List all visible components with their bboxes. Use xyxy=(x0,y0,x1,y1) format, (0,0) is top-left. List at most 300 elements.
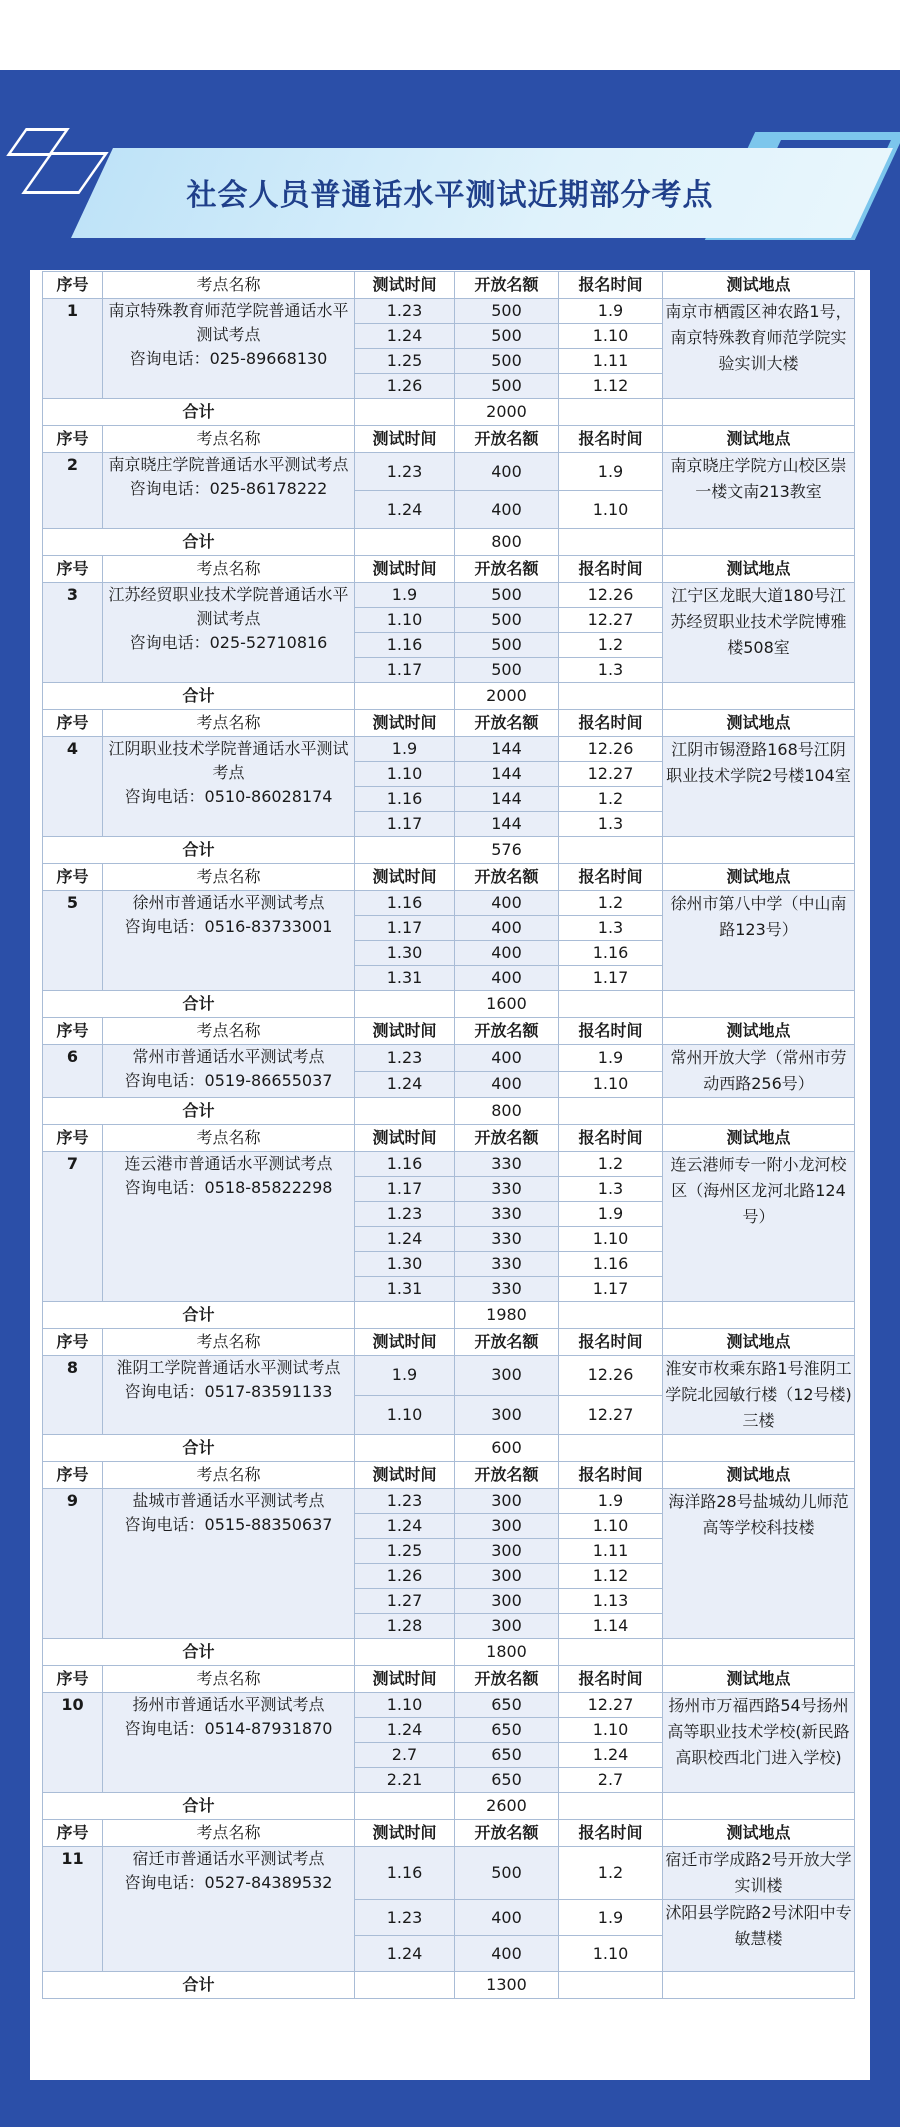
quota: 300 xyxy=(455,1614,559,1639)
column-header: 开放名额 xyxy=(455,272,559,299)
registration-date: 12.26 xyxy=(559,1356,663,1396)
registration-date: 1.10 xyxy=(559,1718,663,1743)
column-header: 开放名额 xyxy=(455,710,559,737)
column-header: 报名时间 xyxy=(559,1820,663,1847)
test-date: 1.16 xyxy=(355,633,455,658)
column-header: 考点名称 xyxy=(103,426,355,453)
column-header: 开放名额 xyxy=(455,1462,559,1489)
registration-date: 1.13 xyxy=(559,1589,663,1614)
registration-date: 1.10 xyxy=(559,1227,663,1252)
registration-date: 12.27 xyxy=(559,1395,663,1435)
consult-phone: 咨询电话：0519-86655037 xyxy=(124,1071,333,1090)
registration-date: 12.26 xyxy=(559,583,663,608)
test-location: 海洋路28号盐城幼儿师范高等学校科技楼 xyxy=(663,1489,855,1639)
column-header: 报名时间 xyxy=(559,1462,663,1489)
quota: 300 xyxy=(455,1539,559,1564)
total-row xyxy=(43,991,855,1018)
test-date: 1.10 xyxy=(355,1395,455,1435)
registration-date: 1.9 xyxy=(559,1045,663,1072)
column-header: 测试地点 xyxy=(663,710,855,737)
test-date: 1.25 xyxy=(355,349,455,374)
column-header: 报名时间 xyxy=(559,1125,663,1152)
registration-date: 1.9 xyxy=(559,1202,663,1227)
column-header: 序号 xyxy=(43,1329,103,1356)
header-row xyxy=(43,864,855,891)
quota: 650 xyxy=(455,1718,559,1743)
column-header: 考点名称 xyxy=(103,1820,355,1847)
test-date: 1.24 xyxy=(355,1718,455,1743)
registration-date: 1.10 xyxy=(559,1071,663,1098)
column-header: 报名时间 xyxy=(559,1666,663,1693)
total-label: 合计 xyxy=(43,683,355,710)
total-row xyxy=(43,1793,855,1820)
column-header: 序号 xyxy=(43,1820,103,1847)
test-date: 1.9 xyxy=(355,1356,455,1396)
header-row xyxy=(43,272,855,299)
total-quota: 800 xyxy=(455,529,559,556)
consult-phone: 咨询电话：0518-85822298 xyxy=(124,1178,333,1197)
registration-date: 1.17 xyxy=(559,966,663,991)
site-name-cell xyxy=(103,891,355,991)
registration-date: 1.3 xyxy=(559,916,663,941)
empty-cell xyxy=(559,1098,663,1125)
column-header: 测试地点 xyxy=(663,556,855,583)
column-header: 测试地点 xyxy=(663,1820,855,1847)
quota: 400 xyxy=(455,1045,559,1072)
test-date: 1.23 xyxy=(355,1900,455,1936)
column-header: 报名时间 xyxy=(559,1329,663,1356)
column-header: 开放名额 xyxy=(455,1666,559,1693)
site-number: 8 xyxy=(43,1356,103,1435)
empty-cell xyxy=(355,1639,455,1666)
total-row xyxy=(43,1639,855,1666)
header-row xyxy=(43,1666,855,1693)
total-row xyxy=(43,837,855,864)
total-row xyxy=(43,529,855,556)
site-name-cell xyxy=(103,1045,355,1098)
quota: 300 xyxy=(455,1514,559,1539)
total-quota: 600 xyxy=(455,1435,559,1462)
empty-cell xyxy=(663,1302,855,1329)
column-header: 测试时间 xyxy=(355,1329,455,1356)
table-row xyxy=(43,1489,855,1514)
total-row xyxy=(43,1972,855,1999)
site-name: 南京特殊教育师范学院普通话水平测试考点 xyxy=(108,301,349,344)
header-row xyxy=(43,426,855,453)
test-date: 1.24 xyxy=(355,1936,455,1972)
column-header: 测试地点 xyxy=(663,272,855,299)
test-date: 1.10 xyxy=(355,1693,455,1718)
site-number: 1 xyxy=(43,299,103,399)
empty-cell xyxy=(355,837,455,864)
column-header: 报名时间 xyxy=(559,272,663,299)
quota: 650 xyxy=(455,1768,559,1793)
column-header: 测试时间 xyxy=(355,556,455,583)
quota: 300 xyxy=(455,1589,559,1614)
column-header: 序号 xyxy=(43,556,103,583)
quota: 330 xyxy=(455,1227,559,1252)
test-date: 1.28 xyxy=(355,1614,455,1639)
test-date: 1.24 xyxy=(355,1514,455,1539)
header-row xyxy=(43,1462,855,1489)
test-date: 1.30 xyxy=(355,941,455,966)
registration-date: 1.3 xyxy=(559,658,663,683)
total-quota: 1980 xyxy=(455,1302,559,1329)
empty-cell xyxy=(559,399,663,426)
quota: 500 xyxy=(455,608,559,633)
test-date: 2.21 xyxy=(355,1768,455,1793)
table-row xyxy=(43,1847,855,1900)
consult-phone: 咨询电话：025-86178222 xyxy=(129,479,328,498)
registration-date: 1.9 xyxy=(559,1489,663,1514)
quota: 330 xyxy=(455,1202,559,1227)
registration-date: 1.11 xyxy=(559,1539,663,1564)
total-label: 合计 xyxy=(43,399,355,426)
site-number: 4 xyxy=(43,737,103,837)
registration-date: 12.26 xyxy=(559,737,663,762)
total-label: 合计 xyxy=(43,1302,355,1329)
total-row xyxy=(43,1098,855,1125)
test-date: 1.17 xyxy=(355,1177,455,1202)
table-row xyxy=(43,453,855,491)
total-quota: 2000 xyxy=(455,399,559,426)
test-date: 1.26 xyxy=(355,1564,455,1589)
header-row xyxy=(43,1018,855,1045)
empty-cell xyxy=(663,1972,855,1999)
test-date: 1.31 xyxy=(355,966,455,991)
test-location: 江阴市锡澄路168号江阴职业技术学院2号楼104室 xyxy=(663,737,855,837)
empty-cell xyxy=(663,1435,855,1462)
test-date: 1.16 xyxy=(355,787,455,812)
empty-cell xyxy=(663,1793,855,1820)
total-quota: 1600 xyxy=(455,991,559,1018)
column-header: 开放名额 xyxy=(455,1018,559,1045)
quota: 400 xyxy=(455,491,559,529)
registration-date: 1.2 xyxy=(559,891,663,916)
registration-date: 1.16 xyxy=(559,1252,663,1277)
total-row xyxy=(43,1302,855,1329)
test-location: 扬州市万福西路54号扬州高等职业技术学校(新民路高职校西北门进入学校) xyxy=(663,1693,855,1793)
empty-cell xyxy=(355,399,455,426)
quota: 300 xyxy=(455,1395,559,1435)
total-label: 合计 xyxy=(43,1639,355,1666)
registration-date: 12.27 xyxy=(559,1693,663,1718)
table-row xyxy=(43,1045,855,1072)
registration-date: 1.14 xyxy=(559,1614,663,1639)
site-name: 徐州市普通话水平测试考点 xyxy=(132,893,325,912)
registration-date: 1.24 xyxy=(559,1743,663,1768)
column-header: 测试时间 xyxy=(355,1018,455,1045)
quota: 400 xyxy=(455,1900,559,1936)
empty-cell xyxy=(559,1435,663,1462)
column-header: 考点名称 xyxy=(103,272,355,299)
quota: 300 xyxy=(455,1489,559,1514)
total-label: 合计 xyxy=(43,529,355,556)
quota: 500 xyxy=(455,633,559,658)
site-name: 常州市普通话水平测试考点 xyxy=(132,1047,325,1066)
site-number: 9 xyxy=(43,1489,103,1639)
registration-date: 1.9 xyxy=(559,1900,663,1936)
empty-cell xyxy=(559,1793,663,1820)
exam-sites-table xyxy=(42,271,855,1999)
registration-date: 1.12 xyxy=(559,1564,663,1589)
registration-date: 1.10 xyxy=(559,324,663,349)
table-row xyxy=(43,583,855,608)
test-date: 1.16 xyxy=(355,891,455,916)
registration-date: 1.16 xyxy=(559,941,663,966)
empty-cell xyxy=(559,683,663,710)
consult-phone: 咨询电话：0527-84389532 xyxy=(124,1873,333,1892)
total-label: 合计 xyxy=(43,837,355,864)
total-quota: 1800 xyxy=(455,1639,559,1666)
site-name: 江阴职业技术学院普通话水平测试考点 xyxy=(108,739,349,782)
empty-cell xyxy=(559,837,663,864)
column-header: 测试时间 xyxy=(355,426,455,453)
empty-cell xyxy=(355,1972,455,1999)
consult-phone: 咨询电话：025-89668130 xyxy=(129,349,328,368)
site-name: 宿迁市普通话水平测试考点 xyxy=(132,1849,325,1868)
column-header: 测试地点 xyxy=(663,1125,855,1152)
empty-cell xyxy=(559,1302,663,1329)
site-name-cell xyxy=(103,1356,355,1435)
column-header: 考点名称 xyxy=(103,556,355,583)
column-header: 测试地点 xyxy=(663,864,855,891)
quota: 500 xyxy=(455,374,559,399)
quota: 300 xyxy=(455,1564,559,1589)
column-header: 考点名称 xyxy=(103,1462,355,1489)
quota: 330 xyxy=(455,1152,559,1177)
site-name-cell xyxy=(103,1693,355,1793)
column-header: 考点名称 xyxy=(103,1125,355,1152)
header-row xyxy=(43,1820,855,1847)
registration-date: 1.2 xyxy=(559,787,663,812)
column-header: 序号 xyxy=(43,1666,103,1693)
empty-cell xyxy=(355,683,455,710)
registration-date: 1.10 xyxy=(559,1514,663,1539)
quota: 330 xyxy=(455,1252,559,1277)
empty-cell xyxy=(355,1098,455,1125)
column-header: 测试时间 xyxy=(355,272,455,299)
site-name-cell xyxy=(103,1847,355,1972)
quota: 650 xyxy=(455,1743,559,1768)
quota: 300 xyxy=(455,1356,559,1396)
quota: 144 xyxy=(455,787,559,812)
total-quota: 2600 xyxy=(455,1793,559,1820)
registration-date: 1.3 xyxy=(559,812,663,837)
quota: 500 xyxy=(455,1847,559,1900)
empty-cell xyxy=(663,683,855,710)
site-number: 5 xyxy=(43,891,103,991)
header-row xyxy=(43,1329,855,1356)
test-date: 1.16 xyxy=(355,1152,455,1177)
site-name-cell xyxy=(103,583,355,683)
test-date: 1.17 xyxy=(355,812,455,837)
registration-date: 1.11 xyxy=(559,349,663,374)
page-title: 社会人员普通话水平测试近期部分考点 xyxy=(186,178,714,213)
test-date: 1.26 xyxy=(355,374,455,399)
test-date: 1.24 xyxy=(355,324,455,349)
registration-date: 1.9 xyxy=(559,299,663,324)
column-header: 报名时间 xyxy=(559,556,663,583)
column-header: 测试时间 xyxy=(355,710,455,737)
quota: 144 xyxy=(455,737,559,762)
column-header: 报名时间 xyxy=(559,426,663,453)
column-header: 考点名称 xyxy=(103,1018,355,1045)
site-number: 10 xyxy=(43,1693,103,1793)
test-date: 1.10 xyxy=(355,608,455,633)
header-row xyxy=(43,1125,855,1152)
test-date: 1.23 xyxy=(355,1489,455,1514)
table-row xyxy=(43,891,855,916)
column-header: 测试时间 xyxy=(355,864,455,891)
total-quota: 2000 xyxy=(455,683,559,710)
column-header: 序号 xyxy=(43,710,103,737)
column-header: 测试时间 xyxy=(355,1462,455,1489)
column-header: 考点名称 xyxy=(103,710,355,737)
consult-phone: 咨询电话：025-52710816 xyxy=(129,633,328,652)
table-row xyxy=(43,1356,855,1396)
total-label: 合计 xyxy=(43,1435,355,1462)
table-row xyxy=(43,737,855,762)
quota: 400 xyxy=(455,966,559,991)
empty-cell xyxy=(355,1435,455,1462)
total-row xyxy=(43,399,855,426)
quota: 400 xyxy=(455,1071,559,1098)
table-row xyxy=(43,299,855,324)
empty-cell xyxy=(355,1302,455,1329)
test-date: 1.30 xyxy=(355,1252,455,1277)
quota: 500 xyxy=(455,349,559,374)
column-header: 序号 xyxy=(43,426,103,453)
site-name: 江苏经贸职业技术学院普通话水平测试考点 xyxy=(108,585,349,628)
quota: 400 xyxy=(455,453,559,491)
quota: 500 xyxy=(455,299,559,324)
test-date: 1.25 xyxy=(355,1539,455,1564)
column-header: 报名时间 xyxy=(559,710,663,737)
empty-cell xyxy=(559,1972,663,1999)
quota: 330 xyxy=(455,1277,559,1302)
total-row xyxy=(43,683,855,710)
test-location: 淮安市枚乘东路1号淮阴工学院北园敏行楼（12号楼)三楼 xyxy=(663,1356,855,1435)
column-header: 开放名额 xyxy=(455,426,559,453)
total-quota: 576 xyxy=(455,837,559,864)
total-label: 合计 xyxy=(43,1972,355,1999)
test-location: 南京晓庄学院方山校区崇一楼文南213教室 xyxy=(663,453,855,529)
total-row xyxy=(43,1435,855,1462)
test-date: 1.24 xyxy=(355,1071,455,1098)
column-header: 报名时间 xyxy=(559,864,663,891)
total-label: 合计 xyxy=(43,1098,355,1125)
column-header: 测试地点 xyxy=(663,1462,855,1489)
consult-phone: 咨询电话：0517-83591133 xyxy=(124,1382,333,1401)
test-location: 宿迁市学成路2号开放大学实训楼 xyxy=(663,1847,855,1900)
table-row xyxy=(43,1152,855,1177)
empty-cell xyxy=(355,529,455,556)
registration-date: 1.2 xyxy=(559,1152,663,1177)
site-name-cell xyxy=(103,453,355,529)
quota: 144 xyxy=(455,812,559,837)
registration-date: 1.2 xyxy=(559,1847,663,1900)
test-date: 1.23 xyxy=(355,1202,455,1227)
column-header: 测试时间 xyxy=(355,1820,455,1847)
column-header: 序号 xyxy=(43,272,103,299)
test-date: 1.31 xyxy=(355,1277,455,1302)
column-header: 测试地点 xyxy=(663,1329,855,1356)
test-location: 连云港师专一附小龙河校区（海州区龙河北路124号） xyxy=(663,1152,855,1302)
quota: 400 xyxy=(455,916,559,941)
registration-date: 1.3 xyxy=(559,1177,663,1202)
column-header: 测试时间 xyxy=(355,1125,455,1152)
quota: 144 xyxy=(455,762,559,787)
site-name: 淮阴工学院普通话水平测试考点 xyxy=(116,1358,341,1377)
column-header: 序号 xyxy=(43,864,103,891)
quota: 400 xyxy=(455,941,559,966)
total-quota: 1300 xyxy=(455,1972,559,1999)
test-date: 1.17 xyxy=(355,916,455,941)
consult-phone: 咨询电话：0515-88350637 xyxy=(124,1515,333,1534)
test-location: 江宁区龙眠大道180号江苏经贸职业技术学院博雅楼508室 xyxy=(663,583,855,683)
test-date: 1.16 xyxy=(355,1847,455,1900)
test-date: 1.9 xyxy=(355,583,455,608)
site-name-cell xyxy=(103,737,355,837)
registration-date: 1.9 xyxy=(559,453,663,491)
empty-cell xyxy=(663,1639,855,1666)
test-date: 1.23 xyxy=(355,299,455,324)
test-date: 1.23 xyxy=(355,1045,455,1072)
site-name: 扬州市普通话水平测试考点 xyxy=(132,1695,325,1714)
test-date: 1.24 xyxy=(355,491,455,529)
empty-cell xyxy=(559,1639,663,1666)
test-location: 徐州市第八中学（中山南路123号） xyxy=(663,891,855,991)
site-number: 2 xyxy=(43,453,103,529)
site-name-cell xyxy=(103,1489,355,1639)
empty-cell xyxy=(663,399,855,426)
column-header: 序号 xyxy=(43,1018,103,1045)
column-header: 考点名称 xyxy=(103,1329,355,1356)
test-location: 常州开放大学（常州市劳动西路256号） xyxy=(663,1045,855,1098)
column-header: 考点名称 xyxy=(103,1666,355,1693)
total-quota: 800 xyxy=(455,1098,559,1125)
test-date: 2.7 xyxy=(355,1743,455,1768)
empty-cell xyxy=(559,991,663,1018)
test-location: 沭阳县学院路2号沭阳中专敏慧楼 xyxy=(663,1900,855,1972)
column-header: 考点名称 xyxy=(103,864,355,891)
test-location: 南京市栖霞区神农路1号，南京特殊教育师范学院实验实训大楼 xyxy=(663,299,855,399)
table-row xyxy=(43,1693,855,1718)
column-header: 测试时间 xyxy=(355,1666,455,1693)
empty-cell xyxy=(355,991,455,1018)
empty-cell xyxy=(355,1793,455,1820)
quota: 650 xyxy=(455,1693,559,1718)
site-name: 盐城市普通话水平测试考点 xyxy=(132,1491,325,1510)
site-name-cell xyxy=(103,299,355,399)
column-header: 开放名额 xyxy=(455,1329,559,1356)
total-label: 合计 xyxy=(43,991,355,1018)
empty-cell xyxy=(663,991,855,1018)
header-row xyxy=(43,710,855,737)
test-date: 1.23 xyxy=(355,453,455,491)
column-header: 开放名额 xyxy=(455,1125,559,1152)
test-date: 1.27 xyxy=(355,1589,455,1614)
registration-date: 12.27 xyxy=(559,762,663,787)
registration-date: 1.10 xyxy=(559,491,663,529)
consult-phone: 咨询电话：0516-83733001 xyxy=(124,917,333,936)
column-header: 测试地点 xyxy=(663,1018,855,1045)
quota: 500 xyxy=(455,583,559,608)
consult-phone: 咨询电话：0510-86028174 xyxy=(124,787,333,806)
site-name: 南京晓庄学院普通话水平测试考点 xyxy=(108,455,349,474)
registration-date: 1.17 xyxy=(559,1277,663,1302)
